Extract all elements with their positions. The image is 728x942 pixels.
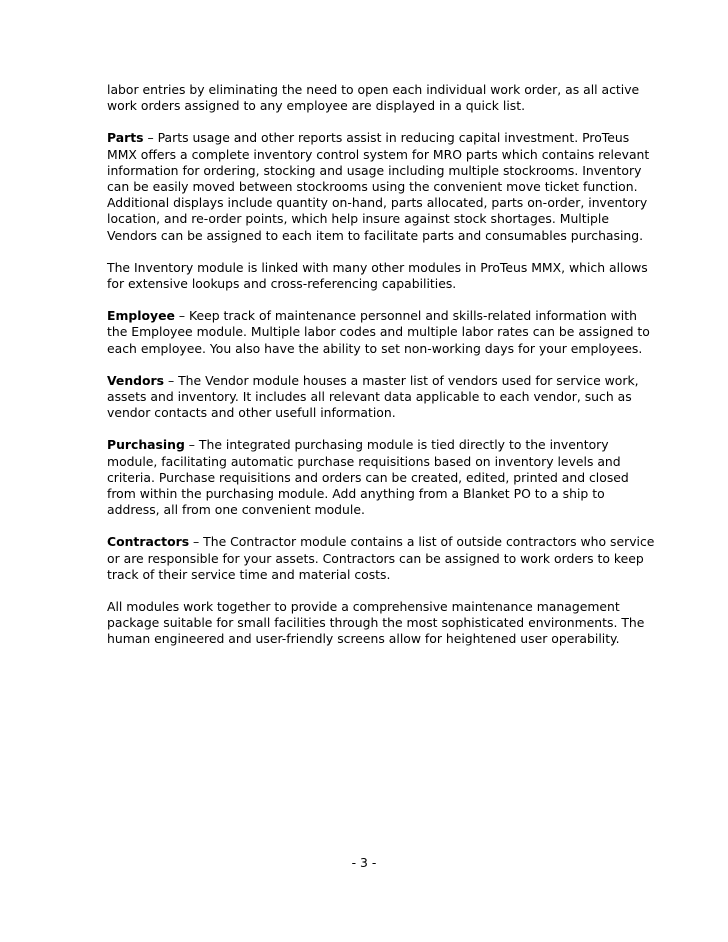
page-number: - 3 -	[351, 855, 377, 870]
text-line: package suitable for small facilities through the most sophisticated environments. The	[107, 615, 645, 631]
text-run: – The Vendor module houses a master list of vendors used for service work,	[164, 372, 639, 388]
text-line: address, all from one convenient module.	[107, 502, 365, 518]
text-run: – The integrated purchasing module is tied directly to the inventory	[184, 437, 609, 453]
paragraph-purchasing	[107, 437, 627, 518]
text-line: The Inventory module is linked with many other modules in ProTeus MMX, which allows	[107, 259, 648, 275]
section-heading-purchasing: Purchasing	[107, 437, 185, 453]
section-heading-employee: Employee	[107, 308, 175, 324]
paragraph-work-orders	[107, 82, 640, 114]
text-run: – The Contractor module contains a list of outside contractors who service	[189, 534, 655, 550]
text-line: location, and re-order points, which help insure against stock shortages. Multiple	[107, 211, 609, 227]
body-text	[107, 82, 655, 664]
text-line	[107, 437, 627, 453]
text-line: can be easily moved between stockrooms using the convenient move ticket function.	[107, 179, 638, 195]
section-heading-vendors: Vendors	[107, 372, 165, 388]
text-line: assets and inventory. It includes all relevant data applicable to each vendor, such as	[107, 389, 632, 405]
text-line: from within the purchasing module. Add anything from a Blanket PO to a ship to	[107, 486, 605, 502]
section-heading-contractors: Contractors	[107, 534, 190, 550]
text-line: or are responsible for your assets. Contractors can be assigned to work orders to keep	[107, 550, 644, 566]
text-line: information for ordering, stocking and usage including multiple stockrooms. Inventory	[107, 162, 642, 178]
text-run: – Keep track of maintenance personnel and skills-related information with	[174, 308, 637, 324]
text-line	[107, 308, 637, 324]
paragraph-summary	[107, 599, 645, 648]
text-line: work orders assigned to any employee are displayed in a quick list.	[107, 98, 526, 114]
section-heading-parts: Parts	[107, 130, 144, 146]
text-line: human engineered and user-friendly screens allow for heightened user operability.	[107, 631, 620, 647]
paragraph-vendors	[107, 372, 639, 422]
text-line: criteria. Purchase requisitions and orders can be created, edited, printed and closed	[107, 469, 629, 485]
text-line: Additional displays include quantity on-hand, parts allocated, parts on-order, inventory	[107, 195, 648, 211]
paragraph-contractors	[107, 534, 655, 583]
text-line: each employee. You also have the ability to set non-working days for your employees.	[107, 340, 643, 356]
text-line: All modules work together to provide a comprehensive maintenance management	[107, 599, 620, 615]
text-line: Vendors can be assigned to each item to facilitate parts and consumables purchasing.	[107, 227, 644, 243]
text-line	[107, 534, 655, 550]
text-run: – Parts usage and other reports assist in reducing capital investment. ProTeus	[143, 130, 630, 146]
text-line: for extensive lookups and cross-referencing capabilities.	[107, 276, 457, 292]
text-line: module, facilitating automatic purchase requisitions based on inventory levels and	[107, 453, 621, 469]
text-line	[107, 372, 639, 389]
paragraph-parts	[107, 130, 650, 243]
text-line: MMX offers a complete inventory control system for MRO parts which contains relevant	[107, 146, 650, 162]
text-line	[107, 130, 630, 146]
text-line: track of their service time and material costs.	[107, 566, 391, 582]
text-line: vendor contacts and other usefull information.	[107, 405, 396, 421]
text-line: labor entries by eliminating the need to open each individual work order, as all active	[107, 82, 640, 97]
text-line: the Employee module. Multiple labor codes and multiple labor rates can be assigned to	[107, 324, 650, 340]
paragraph-inventory	[107, 259, 648, 292]
paragraph-employee	[107, 308, 650, 357]
